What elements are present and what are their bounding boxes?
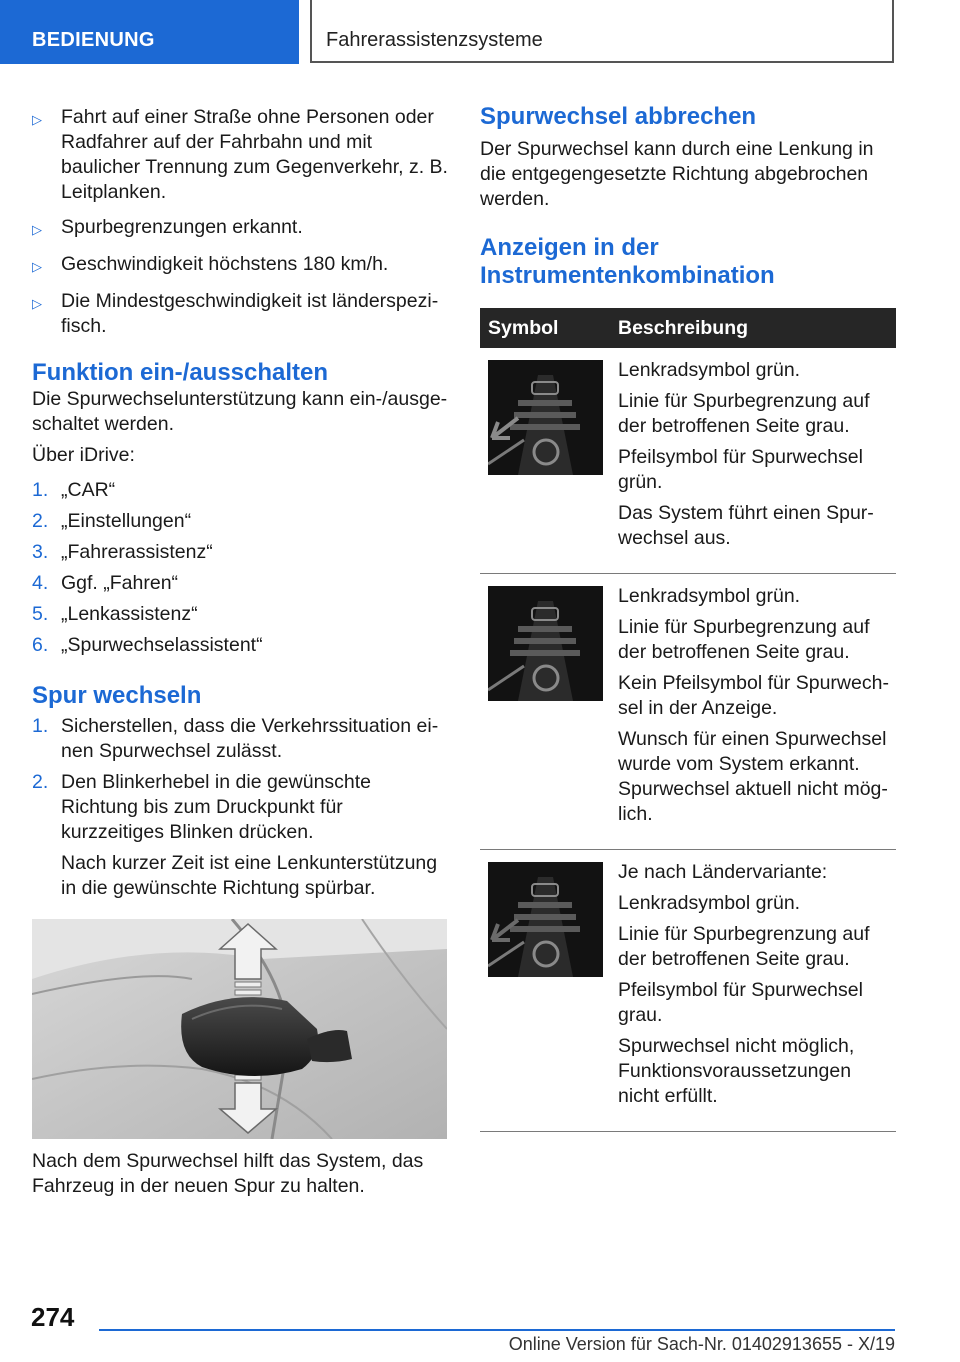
- lane-change-arrow-grey-icon: [488, 862, 603, 977]
- table-row: Lenkradsymbol grün. Linie für Spurbegrenzung auf der betroffenen Seite grau. Pfeilsymbol für Spurwechsel grün. Das System führt einen Spurwechsel aus.: [480, 348, 896, 574]
- step-item: 3. „Fahrerassistenz“: [32, 541, 213, 563]
- step-note: Nach kurzer Zeit ist eine Lenkunterstützung in die gewünschte Richtung spürbar.: [61, 852, 438, 899]
- lane-assist-no-arrow-icon: [488, 586, 603, 701]
- footer-version-text: Online Version für Sach-Nr. 01402913655 - X/19: [508, 1334, 895, 1354]
- triangle-bullet-icon: ▷: [32, 222, 42, 237]
- step-item: 2. Den Blinkerhebel in die gewünschte Richtung bis zum Druckpunkt für kurzzeitiges Blinken drücken. Nach kurzer Zeit ist eine Lenkunterstützung in die gewünschte Richtung spürbar.: [32, 770, 448, 901]
- heading-abbrechen: Spurwechsel abbrechen: [480, 103, 757, 130]
- bullet-item: ▷ Die Mindestgeschwindigkeit ist länderspezifisch.: [32, 290, 439, 337]
- heading-funktion: Funktion ein-/ausschalten: [32, 359, 329, 386]
- bullet-item: ▷ Geschwindigkeit höchstens 180 km/h.: [32, 252, 448, 279]
- table-header: [480, 308, 896, 348]
- blinker-lever-illustration: [32, 919, 447, 1139]
- left-column: [32, 105, 448, 1199]
- symbol-table: [480, 308, 896, 1132]
- lane-change-arrow-green-icon: [488, 360, 603, 475]
- section-funktion: [32, 359, 448, 658]
- heading-spur-wechseln: Spur wechseln: [32, 682, 202, 709]
- bullet-item: ▷ Fahrt auf einer Straße ohne Personen oder Radfahrer auf der Fahrbahn und mit baulicher Trennung zum Gegenverkehr, z. B. Leitplanken.: [32, 106, 448, 203]
- triangle-bullet-icon: ▷: [32, 259, 42, 274]
- step-item: 4. Ggf. „Fahren“: [32, 572, 179, 594]
- bullet-item: ▷ Spurbegrenzungen erkannt.: [32, 215, 448, 242]
- step-item: 1. „CAR“: [32, 479, 116, 501]
- chapter-title: Fahrerassistenzsysteme: [326, 29, 543, 51]
- footer-divider: [99, 1329, 895, 1331]
- heading-anzeigen: Anzeigen in der Instrumentenkombination: [480, 234, 775, 289]
- section-spur-wechseln: [32, 682, 448, 1199]
- abbrechen-text: Der Spurwechsel kann durch eine Lenkung in die entgegengesetzte Richtung abgebrochen werden.: [480, 138, 874, 210]
- col-header-description: Beschreibung: [618, 316, 749, 339]
- triangle-bullet-icon: ▷: [32, 112, 42, 127]
- step-item: 1. Sicherstellen, dass die Verkehrssituation einen Spurwechsel zulässt.: [32, 715, 439, 762]
- right-column: [480, 103, 896, 1132]
- page-number: 274: [31, 1302, 75, 1332]
- table-row: Lenkradsymbol grün. Linie für Spurbegrenzung auf der betroffenen Seite grau. Kein Pfeilsymbol für Spurwechsel in der Anzeige. Wunsch für einen Spurwechsel wurde vom System erkannt. Spurwechsel aktuell nicht möglich.: [480, 574, 896, 850]
- section-title: BEDIENUNG: [32, 29, 155, 51]
- step-item: 6. „Spurwechselassistent“: [32, 634, 263, 656]
- section-tab: [0, 0, 299, 64]
- funktion-text: Die Spurwechselunterstützung kann ein-/ausgeschaltet werden.: [32, 388, 448, 435]
- col-header-symbol: Symbol: [488, 316, 559, 339]
- triangle-bullet-icon: ▷: [32, 296, 42, 311]
- funktion-via: Über iDrive:: [32, 444, 135, 466]
- chapter-tab: [310, 0, 894, 63]
- illustration-caption: Nach dem Spurwechsel hilft das System, das Fahrzeug in der neuen Spur zu halten.: [32, 1150, 424, 1197]
- step-item: 2. „Einstellungen“: [32, 510, 192, 532]
- step-item: 5. „Lenkassistenz“: [32, 603, 198, 625]
- table-row: Je nach Ländervariante: Lenkradsymbol grün. Linie für Spurbegrenzung auf der betroffenen Seite grau. Pfeilsymbol für Spurwechsel grau. Spurwechsel nicht möglich, Funktionsvoraussetzungen nicht erfüllt.: [480, 850, 896, 1132]
